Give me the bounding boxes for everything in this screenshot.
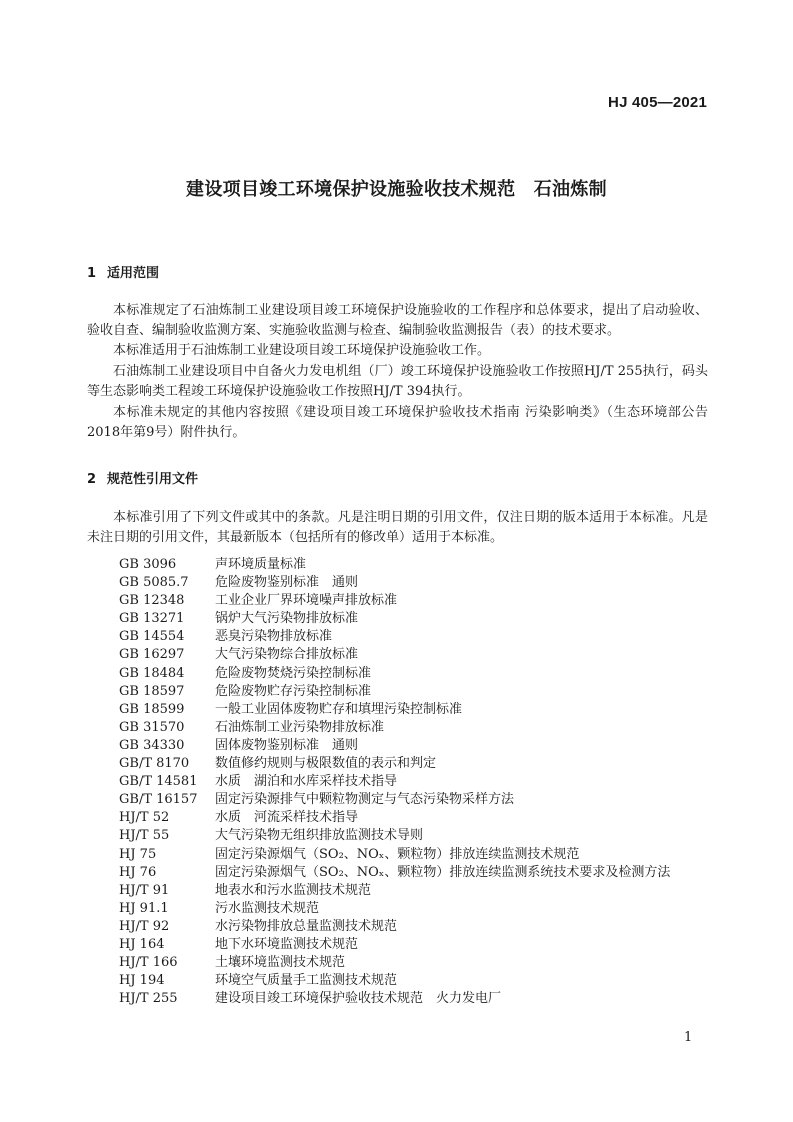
reference-row (119, 900, 670, 918)
section-2-intro: 本标准引用了下列文件或其中的条款。凡是注明日期的引用文件，仅注日期的版本适用于本标准。凡是未注日期的引用文件，其最新版本（包括所有的修改单）适用于本标准。 (87, 510, 708, 545)
section-1-paragraph-2: 本标准适用于石油炼制工业建设项目竣工环境保护设施验收工作。 (113, 343, 491, 358)
reference-row (119, 809, 670, 827)
reference-code: HJ 76 (119, 864, 157, 880)
reference-code: HJ 91.1 (119, 900, 169, 916)
reference-title: 固定污染源烟气（SO₂、NOₓ、颗粒物）排放连续监测系统技术要求及检测方法 (215, 864, 671, 880)
reference-row (119, 592, 670, 610)
reference-code: GB 18484 (119, 665, 185, 681)
reference-title: 危险废物焚烧污染控制标准 (215, 665, 372, 681)
standard-code: HJ 405—2021 (608, 94, 707, 111)
section-1-paragraph-3: 石油炼制工业建设项目中自备火力发电机组（厂）竣工环境保护设施验收工作按照HJ/T 255执行，码头等生态影响类工程竣工环境保护设施验收工作按照HJ/T 394执行。 (87, 364, 708, 399)
reference-code: GB 14554 (119, 629, 185, 645)
reference-title: 固定污染源烟气（SO₂、NOₓ、颗粒物）排放连续监测技术规范 (215, 846, 580, 862)
reference-code: GB/T 8170 (119, 756, 190, 772)
reference-code: GB/T 14581 (119, 774, 198, 790)
reference-title: 恶臭污染物排放标准 (215, 629, 333, 645)
reference-code: GB 34330 (119, 737, 185, 753)
reference-code: GB 12348 (119, 593, 185, 609)
reference-title: 水质 河流采样技术指导 (215, 810, 359, 826)
reference-row (119, 610, 670, 628)
reference-code: HJ/T 52 (119, 810, 170, 826)
section-2-number: 2 (87, 472, 97, 487)
section-1-heading (87, 262, 159, 281)
reference-row (119, 791, 670, 809)
reference-row (119, 683, 670, 701)
reference-row (119, 936, 670, 954)
reference-title: 危险废物鉴别标准 通则 (215, 575, 359, 591)
reference-row (119, 846, 670, 864)
reference-row (119, 972, 670, 990)
section-2-heading (87, 468, 198, 487)
reference-title: 工业企业厂界环境噪声排放标准 (215, 593, 398, 609)
reference-title: 固体废物鉴别标准 通则 (215, 737, 359, 753)
reference-code: GB/T 16157 (119, 792, 198, 808)
reference-row (119, 665, 670, 683)
reference-row (119, 755, 670, 773)
reference-code: GB 3096 (119, 557, 177, 572)
reference-code: GB 18599 (119, 701, 185, 717)
reference-title: 水污染物排放总量监测技术规范 (215, 918, 398, 934)
section-1-number: 1 (87, 266, 97, 281)
reference-title: 一般工业固体废物贮存和填埋污染控制标准 (215, 701, 463, 717)
reference-code: GB 16297 (119, 647, 185, 663)
reference-row (119, 556, 670, 574)
section-1-paragraph-4: 本标准未规定的其他内容按照《建设项目竣工环境保护验收技术指南 污染影响类》（生态环境部公告 2018年第9号）附件执行。 (87, 405, 708, 440)
reference-row (119, 574, 670, 592)
reference-title: 污水监测技术规范 (215, 900, 320, 916)
reference-row (119, 918, 670, 936)
reference-row (119, 882, 670, 900)
reference-title: 土壤环境监测技术规范 (215, 955, 346, 971)
reference-row (119, 864, 670, 882)
section-1-paragraph-1: 本标准规定了石油炼制工业建设项目竣工环境保护设施验收的工作程序和总体要求，提出了启动验收、验收自查、编制验收监测方案、实施验收监测与检查、编制验收监测报告（表）的技术要求。 (87, 303, 708, 338)
reference-code: HJ 164 (119, 936, 165, 952)
reference-code: HJ/T 255 (119, 991, 178, 1007)
page-number: 1 (684, 1030, 693, 1045)
reference-row (119, 773, 670, 791)
reference-row (119, 827, 670, 845)
reference-code: HJ 194 (119, 973, 165, 989)
section-2-title: 规范性引用文件 (107, 472, 199, 487)
reference-row (119, 719, 670, 737)
reference-code: HJ 75 (119, 846, 157, 862)
reference-title: 固定污染源排气中颗粒物测定与气态污染物采样方法 (215, 792, 515, 808)
reference-title: 大气污染物无组织排放监测技术导则 (215, 828, 424, 844)
document-title: 建设项目竣工环境保护设施验收技术规范 石油炼制 (186, 179, 607, 200)
reference-code: GB 5085.7 (119, 575, 189, 591)
reference-title: 锅炉大气污染物排放标准 (215, 611, 359, 627)
reference-code: HJ/T 55 (119, 828, 170, 844)
reference-code: GB 13271 (119, 611, 185, 627)
reference-title: 环境空气质量手工监测技术规范 (215, 973, 398, 989)
reference-title: 危险废物贮存污染控制标准 (215, 683, 372, 699)
reference-row (119, 646, 670, 664)
reference-row (119, 954, 670, 972)
reference-title: 数值修约规则与极限数值的表示和判定 (215, 756, 437, 772)
reference-title: 地表水和污水监测技术规范 (215, 882, 372, 898)
reference-title: 石油炼制工业污染物排放标准 (215, 719, 385, 735)
reference-code: HJ/T 166 (119, 955, 178, 971)
reference-title: 建设项目竣工环境保护验收技术规范 火力发电厂 (215, 991, 502, 1007)
reference-row (119, 701, 670, 719)
reference-row (119, 628, 670, 646)
section-1-title: 适用范围 (107, 266, 160, 281)
reference-code: HJ/T 91 (119, 882, 170, 898)
reference-code: HJ/T 92 (119, 918, 170, 934)
reference-code: GB 31570 (119, 719, 185, 735)
reference-title: 水质 湖泊和水库采样技术指导 (215, 774, 398, 790)
reference-title: 地下水环境监测技术规范 (215, 936, 359, 952)
reference-title: 声环境质量标准 (215, 557, 307, 572)
reference-row (119, 737, 670, 755)
reference-row (119, 990, 670, 1008)
reference-list (119, 556, 670, 1008)
reference-title: 大气污染物综合排放标准 (215, 647, 359, 663)
reference-code: GB 18597 (119, 683, 185, 699)
